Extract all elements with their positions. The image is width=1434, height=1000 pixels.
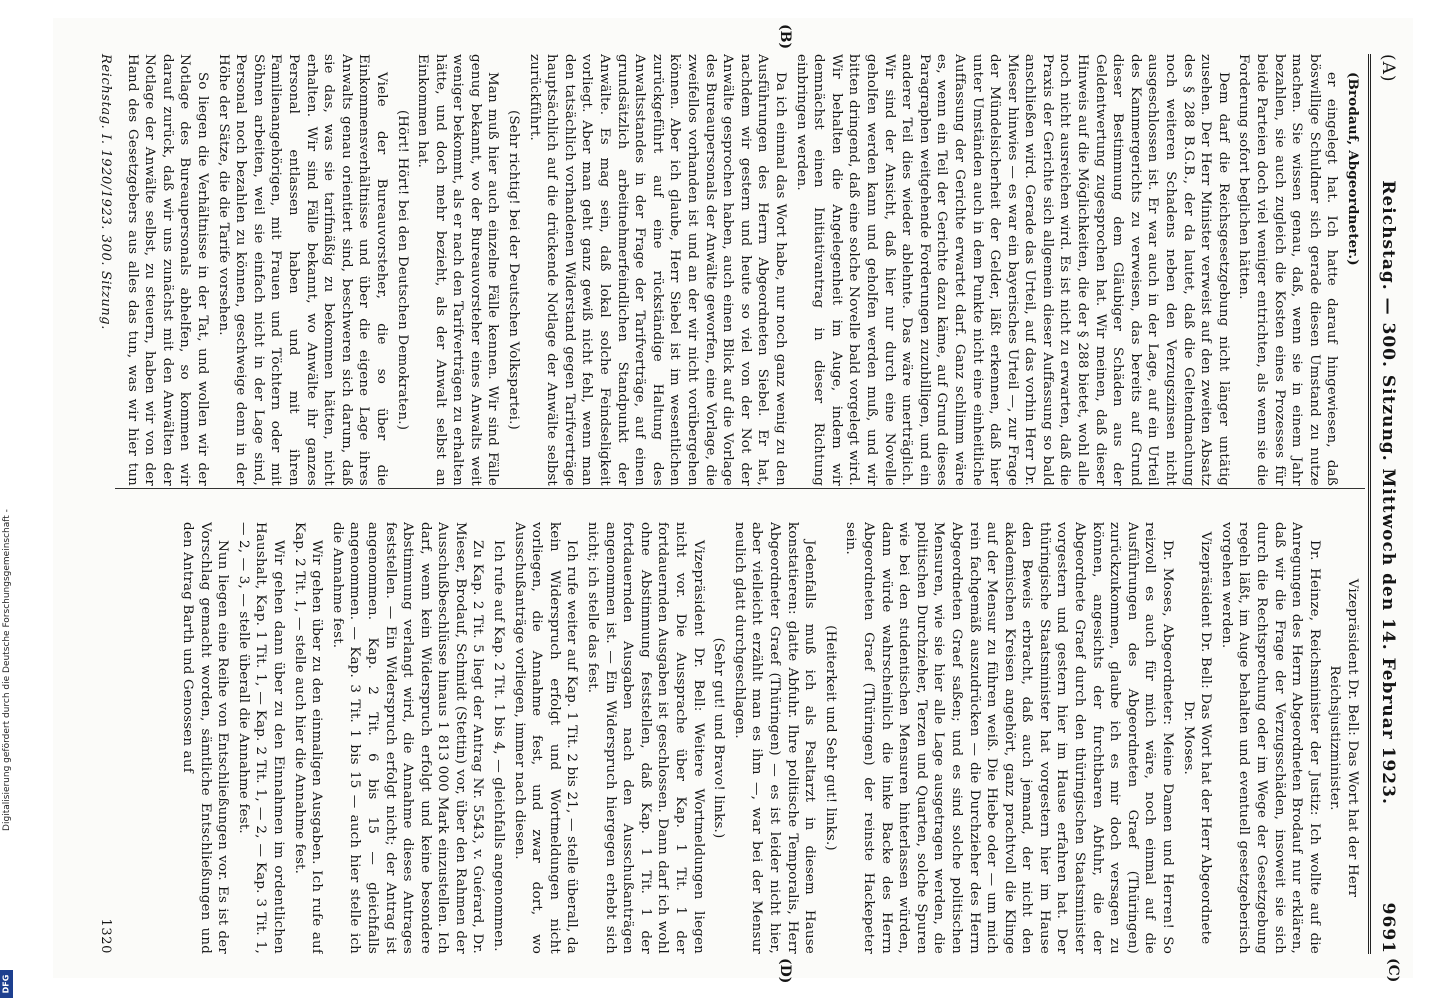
paragraph-text: er eingelegt hat. Ich hatte darauf hingewiesen, daß böswillige Schuldner sich gerade diesen Umstand zu nutze machen. Sie wissen genau, daß, wenn sie in einem Jahr bezahlen, sie auch zugleich die Kosten eines Prozesses für beide Parteien doch viel weniger entrichten, als wenn sie die Forderung sofort beglichen hätten.	[1236, 54, 1340, 486]
paragraph-text: Vizepräsident Dr. Bell: Das Wort hat der Herr Reichsjustizminister.	[1327, 578, 1360, 898]
right-column-paragraph	[328, 522, 486, 954]
footer-citation: Reichstag. I. 1920/1923. 300. Sitzung.	[98, 54, 113, 330]
paragraph-text: Ich rufe auf Kap. 2 Tit. 1 bis 4, — gleichfalls angenommen.	[491, 540, 507, 952]
left-column-paragraph	[525, 54, 789, 486]
left-column-paragraph	[1235, 54, 1341, 486]
page-header-title: Reichstag. — 300. Sitzung. Mittwoch den 14. Februar 1923.	[1378, 180, 1398, 805]
page-number: 9691	[1378, 902, 1398, 954]
paragraph-text: Zu Kap. 2 Tit. 5 liegt der Antrag Nr. 5543, v. Guérard, Dr. Mieser, Brodauf, Schmidt (Stettin) vor, über den Rahmen der Ausschußbeschlüsse hinaus 1 813 000 Mark einzustellen. Ich darf, wenn kein Widerspruch erfolgt und keine besondere Abstimmung verlangt wird, die Annahme dieses Antrages feststellen. — Ein Widerspruch erfolgt nicht; der Antrag ist angenommen. Kap. 2 Tit. 6 bis 15 — gleichfalls angenommen. — Kap. 3 Tit. 1 bis 15 — auch hier stelle ich die Annahme fest.	[329, 522, 486, 954]
paragraph-text: Dem darf die Reichsgesetzgebung nicht länger untätig zusehen. Der Herr Minister verweist auf den zweiten Absatz des § 288 B.G.B., der da lautet, daß die Geltendmachung noch weiteren Schadens neben den Verzugszinsen nicht ausgeschlossen ist. Er war auch in der Lage, auf ein Urteil des Kammergerichts zu verweisen, das bereits auf Grund dieser Bestimmung dem Gläubiger Schäden aus der Geldentwertung zugesprochen hat. Wir meinen, daß dieser Hinweis auf die Möglichkeiten, die der § 288 bietet, wohl alle noch nicht ausreichen wird. Es ist nicht zu erwarten, daß die Praxis der Gerichte sich allgemein dieser Auffassung so bald anschließen wird. Gerade das Urteil, auf das vorhin Herr Dr. Mieser hinwies — es war ein bayerisches Urteil —, zur Frage der Mündelsicherheit der Gelder, läßt erkennen, daß hier unter Umständen auch in dem Punkte nicht eine einheitliche Auffassung der Gerichte erwartet darf. Ganz schlimm wäre es, wenn ein Teil der Gerichte dazu käme, auf Grund dieses Paragraphen weitgehende Forderungen zuzubilligen, und ein anderer Teil dies wieder ablehnte. Das wäre unerträglich. Wir sind der Ansicht, daß hier nur durch eine Novelle geholfen werden kann und geholfen werden muß, und wir bitten dringend, daß eine solche Novelle bald vorgelegt wird. Wir behalten die Angelegenheit im Auge, indem wir demnächst einen Initiativantrag in dieser Richtung einbringen werden.	[793, 54, 1231, 486]
paragraph-text: (Sehr gut! und Bravo! links.)	[711, 637, 727, 839]
header-rule	[1368, 54, 1371, 954]
dfg-logo	[0, 970, 13, 998]
digitization-credit-text: Digitalisierung gefördert durch die Deutsche Forschungsgemeinschaft -	[2, 509, 12, 831]
paragraph-text: Vizepräsident Dr. Bell: Weitere Wortmeldungen liegen nicht vor. Die Aussprache über Kap. 1 Tit. 1 der fortdauernden Ausgaben ist geschlossen. Dann darf ich wohl ohne Abstimmung feststellen, daß Kap. 1 Tit. 1 der fortdauernden Ausgaben nach den Ausschußanträgen angenommen ist. — Ein Widerspruch hiergegen erhebt sich nicht; ich stelle das fest.	[585, 522, 706, 954]
paragraph-text: (Hört! Hört! bei den Deutschen Demokraten.)	[394, 109, 410, 431]
right-column-paragraph	[842, 522, 1176, 954]
paragraph-text: Da ich einmal das Wort habe, nur noch ganz wenig zu den Ausführungen des Herrn Abgeordneten Siebel. Er hat, nachdem wir gestern und heute so viel von der Not der Anwälte gesprochen haben, auch einen Blick auf die Vorlage des Bureaupersonals der Anwälte geworfen, eine Vorlage, die zweifellos vorhanden ist und an der wir nicht vorübergehen können. Aber ich glaube, Herr Siebel ist im wesentlichen zurückgeführt auf eine rückständige Haltung des Anwaltsstandes in der Frage der Tarifverträge, auf einen grundsätzlich arbeitnehmerfeindlichen Standpunkt der Anwälte. Es mag sein, daß lokal solche Feindseligkeit vorliegt. Aber man geht ganz gewiß nicht fehl, wenn man den tatsächlich vorhandenen Widerstand gegen Tarifverträge hauptsächlich auf die drückende Notlage der Anwälte selbst zurückführt.	[526, 54, 788, 486]
paragraph-text: Wir gehen über zu den einmaligen Ausgaben. Ich rufe auf Kap. 2 Tit. 1, — stelle auch hier die Annahme fest.	[291, 522, 325, 954]
page-footer	[89, 54, 113, 954]
paragraph-text: Wir gehen dann über zu den Einnahmen im ordentlichen Haushalt, Kap. 1 Tit. 1, — Kap. 2 Tit. 1, — 2, — Kap. 3 Tit. 1, — 2, — 3, — stelle überall die Annahme fest.	[235, 522, 286, 954]
paragraph-text: Dr. Moses, Abgeordneter: Meine Damen und Herren! So reizvoll es auch für mich wäre, noch einmal auf die Ausführungen des Abgeordneten Graef (Thüringen) zurückzukommen, glaube ich es mir doch versagen zu können, angesichts der furchtbaren Abfuhr, die der Abgeordnete Graef durch den thüringischen Staatsminister vorgestern und gestern hier im Hause erfahren hat. Der thüringische Staatsminister hat vorgestern hier im Hause den Beweis erbracht, daß auch jemand, der nicht den akademischen Kreisen angehört, ganz prachtvoll die Klinge auf der Mensur zu führen weiß. Die Hiebe oder — um mich rein fachgemäß auszudrücken — die Durchzieher des Herrn Abgeordneten Graef saßen; und es sind solche politischen Mensuren, wie sie hier alle Lage ausgetragen werden, die politischen Durchzieher, Terzen und Quarten, solche Spuren wie bei den studentischen Mensuren hinterlassen würden, dann würde wahrscheinlich die linke Backe des Herrn Abgeordneten Graef (Thüringen) der reinste Hackepeter sein.	[843, 522, 1176, 954]
speaker-lead: (Brodauf, Abgeordneter.)	[1345, 72, 1361, 266]
right-column-paragraph	[290, 522, 325, 954]
column-divider	[115, 488, 1365, 489]
right-column-paragraph	[510, 522, 580, 954]
paragraph-text: So liegen die Verhältnisse in der Tat, und wollen wir der Notlage des Bureaupersonals abhelfen, so kommen wir darauf zurück, daß wir uns zunächst mit den Anwälten der Notlage der Anwälte selbst, zu steuern, haben wir von der Hand des Gesetzgebers aus alles das tun, was wir hier tun	[124, 54, 210, 486]
marker-top-right: (C)	[1385, 958, 1401, 983]
paragraph-text: Vizepräsident Dr. Bell: Das Wort hat der Herr Abgeordnete Dr. Moses.	[1180, 531, 1214, 945]
rotated-document-page	[53, 18, 1413, 984]
footer-number: 1320	[98, 918, 113, 954]
paragraph-text: Ich rufe weiter auf Kap. 1 Tit. 2 bis 21, — stelle überall, da kein Widerspruch erfolgt und Wortmeldungen nicht vorliegen, die Annahme fest, und zwar dort, wo Ausschußanträge vorliegen, immer nach diesen.	[511, 522, 580, 954]
paragraph-text: (Heiterkeit und Sehr gut! links.)	[822, 625, 838, 851]
marker-top-left: (A)	[1378, 54, 1398, 83]
paragraph-text: Jedenfalls muß ich als Psaltarzt in diesem Hause konstatieren: glatte Abfuhr. Ihre politische Temporalis, Herr Abgeordneter Graef (Thüringen) — es ist leider nicht hier, aber vielleicht erzählt man es ihm —, war bei der Mensur neulich glatt durchgeschlagen.	[731, 522, 818, 954]
right-column-paragraph	[583, 522, 706, 954]
right-column-paragraph	[178, 522, 231, 954]
left-column-paragraph	[1343, 54, 1361, 486]
left-column-paragraph	[214, 54, 390, 486]
paragraph-text: Dr. Heinze, Reichsminister der Justiz: Ich wollte auf die Anregungen des Herrn Abgeordneten Brodauf nur erklären, daß wir die Frage der Verzugsschäden, insoweit sie sich durch die Rechtsprechung oder im Wege der Gesetzgebung regeln läßt, im Auge behalten und eventuell gesetzgeberisch vorgehen werden.	[1218, 522, 1322, 954]
left-column-paragraph	[505, 54, 523, 486]
right-column-paragraph	[234, 522, 287, 954]
right-column-paragraph	[1179, 522, 1214, 954]
paragraph-text: Nun liegen eine Reihe von Entschließungen vor. Es ist der Vorschlag gemacht worden, sämtliche Entschließungen und den Antrag Barth und Genossen auf	[180, 522, 231, 954]
right-column-paragraph	[1326, 522, 1361, 954]
right-column-paragraph	[490, 522, 508, 954]
paragraph-text: (Sehr richtig! bei der Deutschen Volkspartei.)	[506, 110, 522, 430]
right-column	[121, 522, 1361, 954]
right-column-paragraph	[1217, 522, 1323, 954]
dfg-logo-text: DFG	[1, 974, 11, 994]
left-column-paragraph	[414, 54, 502, 486]
paragraph-text: Viele der Bureauvorsteher, die so über die Einkommensverhältnisse und über die eigene Lage ihres Anwalts genau orientiert sind, beschweren sich darum, daß sie das, was sie tarifmäßig zu bekommen hätten, nicht erhalten. Wir sind Fälle bekannt, wo Anwälte ihr ganzes Personal entlassen haben und mit ihren Familienangehörigen, mit Frauen und Töchtern oder mit Söhnen arbeiten, weil sie einfach nicht in der Lage sind, Personal noch bezahlen zu können, geschweige denn in der Höhe der Sätze, die die Tarife vorsehen.	[215, 54, 389, 486]
left-column-paragraph	[393, 54, 411, 486]
right-column-paragraph	[710, 522, 728, 954]
left-column	[121, 54, 1361, 486]
paragraph-text: Man muß hier auch einzelne Fälle kennen. Wir sind Fälle genug bekannt, wo der Bureauvorsteher eines Anwalts weit weniger bekommt, als er nach den Tarifverträgen zu erhalten hätte, und doch mehr bezieht, als der Anwalt selbst an Einkommen hat.	[415, 54, 501, 486]
digitization-credit	[0, 340, 14, 1000]
right-column-paragraph	[730, 522, 818, 954]
marker-mid-right: (D)	[777, 958, 793, 984]
left-column-paragraph	[121, 54, 211, 486]
marker-mid-left: (B)	[777, 24, 793, 50]
page-header	[1373, 54, 1403, 954]
right-column-paragraph	[821, 522, 839, 954]
left-column-paragraph	[792, 54, 1232, 486]
